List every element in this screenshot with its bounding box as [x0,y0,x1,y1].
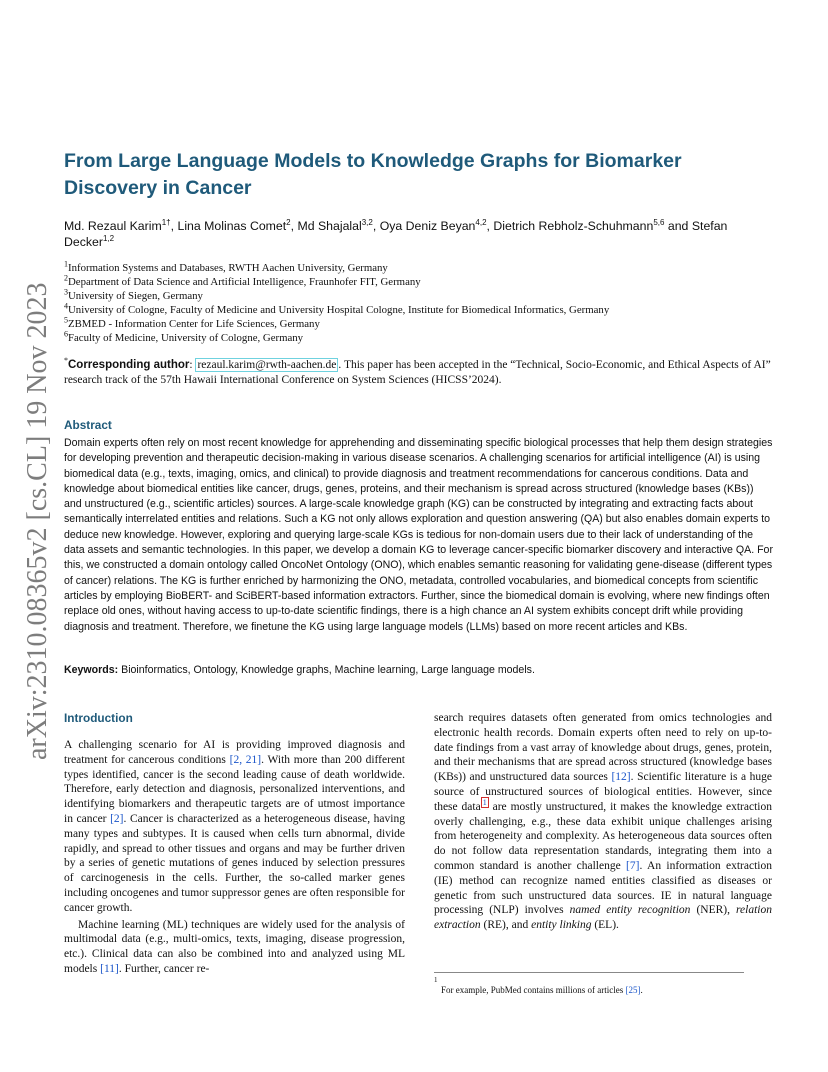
author-conjunction: and [667,219,689,233]
author-name: Lina Molinas Comet [177,219,287,233]
footnote-reference[interactable]: 1 [482,797,487,807]
text-run: . Further, cancer re- [118,962,210,975]
text-run: are mostly unstructured, it makes the knowledge extraction overly challenging, e.g., these data exhibit unique challenges arising from heterogeneity and complexity. As heterogeneous data sources often do not follow data representation standards, integrating them into a common standard is another challenge [434,800,772,872]
affiliation-number: 3 [64,287,68,297]
citation-link[interactable]: [25] [625,985,641,995]
emphasis-term: relation extraction [434,904,772,932]
arxiv-identifier: arXiv:2310.08365v2 [cs.CL] 19 Nov 2023 [22,282,53,760]
citation-link[interactable]: [12] [611,771,631,784]
affiliation-text: Faculty of Medicine, University of Cologne, Germany [68,332,304,344]
footnote [441,985,643,995]
acceptance-note: . This paper has been accepted in the “Technical, Socio-Economic, and Ethical Aspects of AI” research track of the 57th Hawaii International Conference on System Sciences (HICSS’2024). [64,359,771,386]
body-column-left [64,738,405,977]
author-name: Md. Rezaul Karim [64,219,162,233]
footnote-number: 1 [434,976,438,984]
author-affil-mark: 1† [161,217,171,227]
author-name: Md Shajalal [297,219,362,233]
affiliation-number: 6 [64,329,68,339]
text-run: Machine learning (ML) techniques are widely used for the analysis of multimodal data (e.g., multi-omics, texts, imaging, disease progression, etc.). Clinical data can also be combined into and analyzed using ML models [64,918,405,975]
text-run: . With more than 200 different types identified, cancer is the second leading cause of death worldwide. Therefore, early detection and diagnosis, personalized interventions, and identifying biomarkers and therapeutic targets are of utmost importance in cancer [64,753,405,825]
intro-paragraph [64,918,405,977]
footnote-divider [434,972,744,973]
author-affil-mark: 2 [286,217,291,227]
author-affil-mark: 4,2 [475,217,487,227]
corresponding-label: Corresponding author [68,359,190,371]
corresponding-author-note: *Corresponding author: rezaul.karim@rwth-aachen.de . This paper has been accepted in the “Technical, Socio-Economic, and Ethical Aspects of AI” research track of the 57th Hawaii International Conference on System Sciences (HICSS’2024). [64,356,771,386]
text-run: (NER), [690,904,736,917]
affiliation-list [64,261,776,345]
text-run: . Cancer is characterized as a heterogeneous disease, having many types and subtypes. It is caused when cells turn abnormal, divide rapidly, and spread to other tissues and organs and may be further driven by a series of genetic mutations of genes induced by selection pressures of carcinogenesis in the cells. Further, the so-called marker genes including oncogenes and tumor suppressor genes are often responsible for cancer growth. [64,812,405,914]
affiliation-text: ZBMED - Information Center for Life Sciences, Germany [68,318,320,330]
citation-link[interactable]: [2, 21] [229,753,262,766]
affiliation-number: 4 [64,301,68,311]
paper-title: From Large Language Models to Knowledge Graphs for Biomarker Discovery in Cancer [64,150,682,199]
affiliation-number: 2 [64,273,68,283]
abstract-heading: Abstract [64,418,112,432]
corresponding-email-link[interactable]: rezaul.karim@rwth-aachen.de [197,359,337,371]
footnote-end: . [640,985,643,995]
author-list: Md. Rezaul Karim$^{1\dagger}$, Lina Molinas Comet$^2$, Md Shajalal$^{3,2}$, Oya Deniz Beyan$^{4,2}$, Dietrich Rebholz-Schuhmann$^{5,6}$ and Stefan Decker$^{1,2}$ [64,217,728,249]
affiliation-item [64,317,776,331]
citation-link[interactable]: [11] [100,962,119,975]
text-run: . Scientific literature is a huge source of unstructured sources of biological entities. However, since these data [434,771,773,813]
footnote-text: For example, PubMed contains millions of articles [441,985,626,995]
affiliation-item [64,275,776,289]
introduction-heading: Introduction [64,711,133,725]
affiliation-text: Department of Data Science and Artificial Intelligence, Fraunhofer FIT, Germany [68,276,421,288]
affiliation-text: University of Cologne, Faculty of Medicine and University Hospital Cologne, Institute for Biomedical Informatics, Germany [68,304,610,316]
affiliation-text: Information Systems and Databases, RWTH Aachen University, Germany [68,262,388,274]
affiliation-number: 5 [64,315,68,325]
text-run: . An information extraction (IE) method can recognize named entities classified as diseases or genetic from such unstructured data sources. IE in natural language processing (NLP) involves [434,859,772,917]
author-affil-mark: 5,6 [653,217,665,227]
author-name: Oya Deniz Beyan [379,219,476,233]
text-run: A challenging scenario for AI is providing improved diagnosis and treatment for cancerous conditions [64,739,405,766]
abstract-body: Domain experts often rely on most recent knowledge for apprehending and disseminating specific biological processes that help them design strategies for developing prevention and therapeutic decision-making in various disease scenarios. A challenging scenarios for artificial intelligence (AI) is using biomedical data (e.g., texts, imaging, omics, and clinical) to provide diagnosis and treatment recommendations for cancerous conditions. Data and knowledge about biomedical entities like cancer, drugs, genes, proteins, and their mechanism is spread across structured (knowledge bases (KBs)) and unstructured (e.g., scientific articles) sources. A large-scale knowledge graph (KG) can be constructed by integrating and extracting facts about semantically interrelated entities and relations. Such a KG not only allows exploration and question answering (QA) but also enables domain experts to deduce new knowledge. However, exploring and querying large-scale KGs is tedious for non-domain users due to their lack of understanding of the data assets and semantic technologies. In this paper, we develop a domain KG to leverage cancer-specific biomarker discovery and interactive QA. For this, we constructed a domain ontology called OncoNet Ontology (ONO), which enables semantic reasoning for validating gene-disease (different types of cancer) relations. The KG is further enriched by harmonizing the ONO, metadata, controlled vocabularies, and biomedical concepts from scientific articles by employing BioBERT- and SciBERT-based information extractors. Further, since the biomedical domain is evolving, where new findings often replace old ones, without having access to up-to-date scientific findings, there is a high chance an AI system exhibits concept drift while providing diagnosis and treatment. Therefore, we finetune the KG using large language models (LLMs) based on more recent articles and KBs. [64,437,773,633]
text-run: (RE), and [480,919,532,932]
author-affil-mark: 1,2 [102,233,115,243]
affiliation-item [64,303,776,317]
author-affil-mark: 3,2 [361,217,373,227]
citation-link[interactable]: [2] [110,812,124,825]
corresponding-star: * [64,356,68,366]
affiliation-number: 1 [64,259,68,269]
affiliation-item [64,261,776,275]
intro-paragraph-continued [434,711,772,933]
text-run: search requires datasets often generated from omics technologies and electronic health records. Domain experts often need to rely on up-to-date findings from a vast array of knowledge about drugs, genes, protein, and their mechanisms that are spread across structured (knowledge bases (KBs)) and unstructured data sources [434,712,772,784]
affiliation-item [64,331,776,345]
author-name: Stefan Decker [64,219,728,249]
emphasis-term: entity linking [531,919,592,932]
emphasis-term: named entity recognition [569,904,691,917]
keywords [64,664,774,676]
keywords-text: Bioinformatics, Ontology, Knowledge graphs, Machine learning, Large language models. [121,664,535,676]
author-name: Dietrich Rebholz-Schuhmann [493,219,654,233]
text-run: (EL). [591,919,619,932]
keywords-label: Keywords: [64,664,119,676]
citation-link[interactable]: [7] [626,859,640,872]
affiliation-text: University of Siegen, Germany [68,290,203,302]
body-column-right [434,711,772,933]
intro-paragraph [64,738,405,916]
affiliation-item [64,289,776,303]
